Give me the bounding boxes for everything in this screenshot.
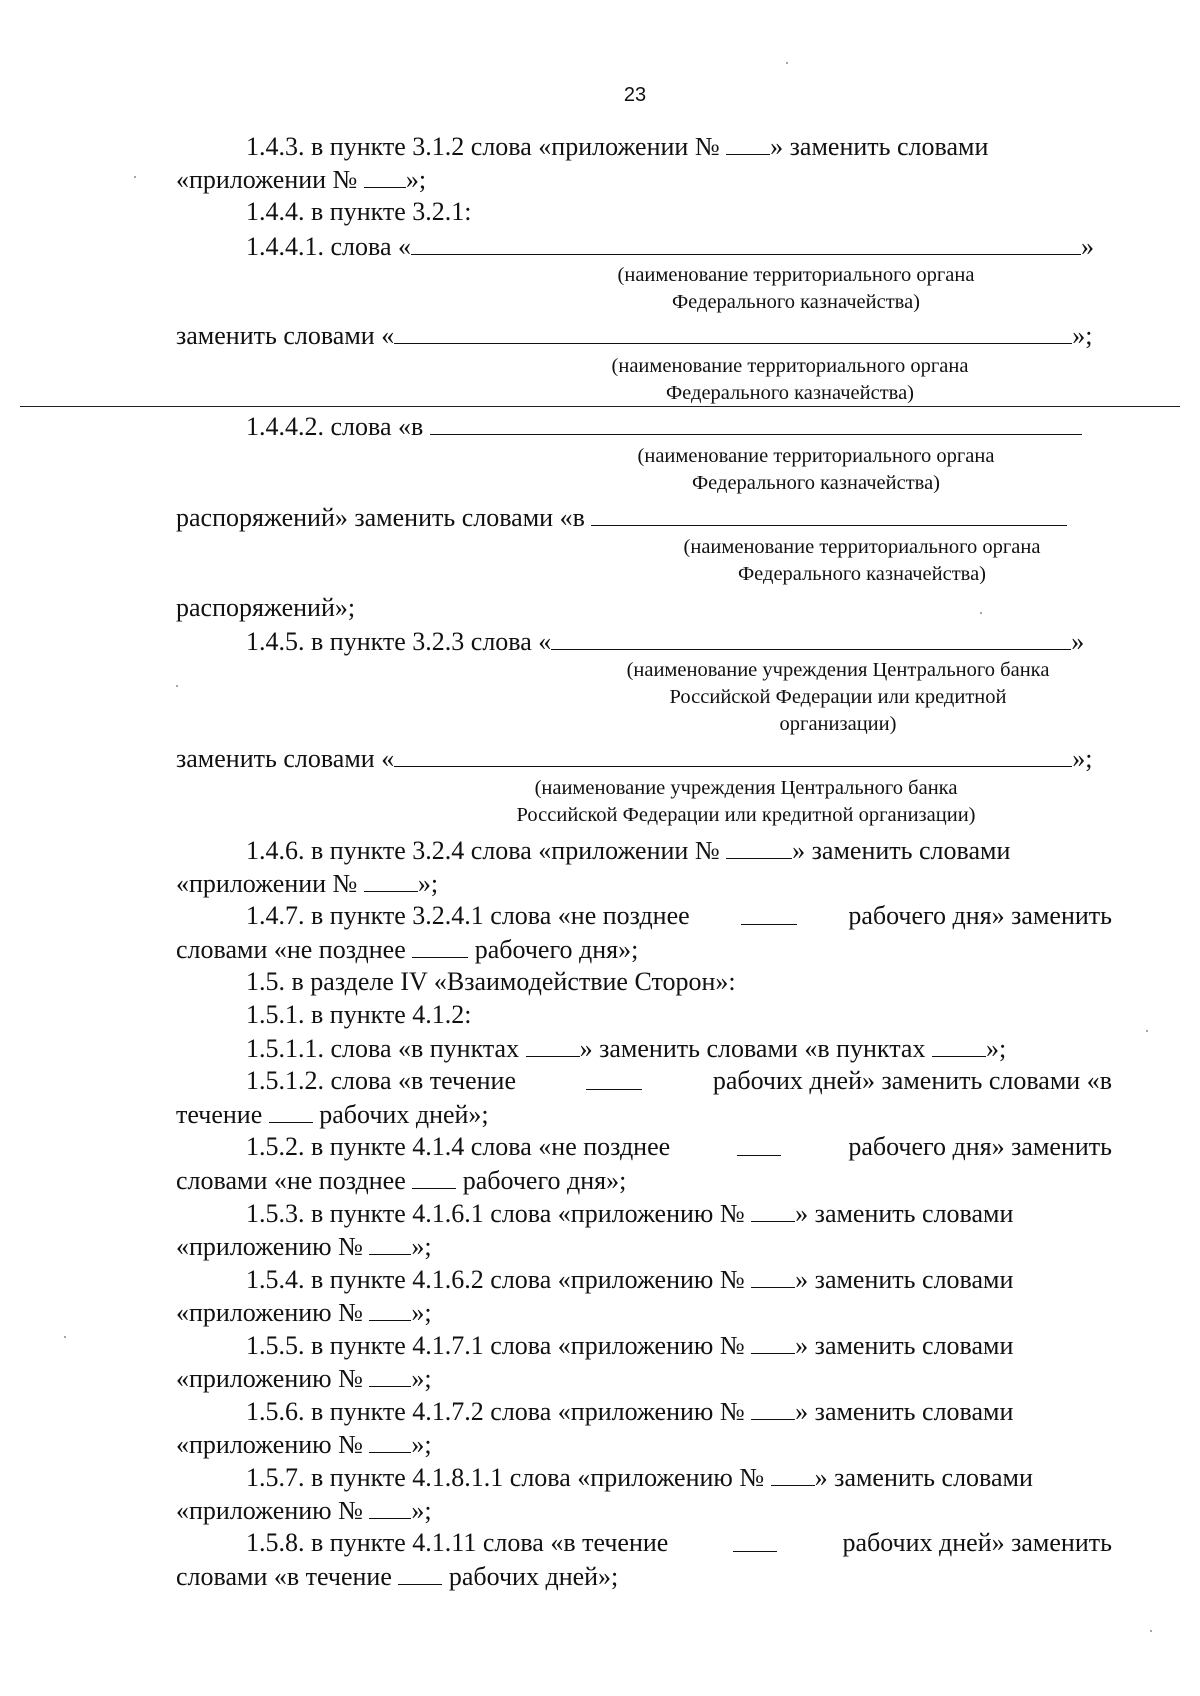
item-1-4-3-cont	[176, 163, 426, 196]
item-1-4-7	[246, 900, 1112, 932]
item-text: »	[1071, 627, 1085, 656]
item-text: словами «не позднее	[176, 1166, 406, 1195]
item-1-4-4: 1.4.4. в пункте 3.2.1:	[246, 197, 472, 226]
item-text: заменить словами «	[176, 744, 395, 773]
item-1-5-8	[246, 1527, 1112, 1559]
caption-line: (наименование учреждения Центрального банка	[534, 777, 958, 799]
item-text: рабочего дня»;	[462, 1166, 627, 1195]
item-text: » заменить словами	[795, 1331, 1014, 1360]
blank-field	[771, 1461, 815, 1486]
scan-speck	[1150, 1630, 1152, 1632]
caption-line: организации)	[779, 713, 897, 735]
blank-field	[398, 1560, 442, 1585]
blank-field	[733, 1527, 777, 1552]
blank-field	[369, 1296, 411, 1321]
item-text: »;	[1072, 321, 1093, 350]
item-text: словами «не позднее	[176, 935, 406, 964]
caption-territorial-organ	[566, 262, 1026, 316]
blank-field	[394, 742, 1072, 767]
item-1-5-8-cont	[176, 1560, 618, 1593]
item-text: » заменить словами	[814, 1463, 1033, 1492]
blank-field	[369, 1494, 411, 1519]
item-text: «приложению №	[176, 1430, 363, 1459]
item-text: рабочих дней»;	[448, 1562, 619, 1591]
item-1-5-4	[246, 1263, 1112, 1296]
caption-line: (наименование территориального органа	[637, 445, 995, 467]
item-text: »;	[411, 1232, 432, 1261]
item-text: 1.4.7. в пункте 3.2.4.1 слова «не позднее	[246, 901, 690, 930]
caption-line: Федерального казначейства)	[737, 563, 987, 585]
item-1-5-5-cont	[176, 1362, 432, 1395]
item-text: »;	[411, 1430, 432, 1459]
caption-line: Российской Федерации или кредитной	[669, 686, 1007, 708]
item-text: »;	[985, 1034, 1007, 1063]
item-text: «приложении №	[176, 869, 358, 898]
blank-field	[932, 1032, 986, 1057]
item-text: рабочего дня»;	[474, 935, 639, 964]
item-text: рабочего дня» заменить	[848, 901, 1112, 930]
item-1-4-4-1	[246, 230, 1112, 263]
item-text: «приложении №	[176, 165, 358, 194]
blank-field	[394, 319, 1072, 344]
scan-speck	[786, 62, 788, 64]
caption-bank-institution	[466, 775, 1026, 829]
item-text: рабочего дня» заменить	[848, 1132, 1112, 1161]
item-text: »;	[411, 1298, 432, 1327]
item-1-5-6	[246, 1395, 1112, 1428]
item-1-4-6	[246, 834, 1112, 867]
item-text: » заменить словами	[795, 1397, 1014, 1426]
item-text: 1.5.3. в пункте 4.1.6.1 слова «приложению №	[246, 1199, 745, 1228]
item-text: 1.4.6. в пункте 3.2.4 слова «приложении №	[246, 836, 720, 865]
replace-line-1	[176, 319, 1092, 352]
item-1-5-1-1	[246, 1032, 1006, 1065]
item-1-4-4-2	[246, 410, 1082, 443]
caption-line: (наименование территориального органа	[683, 536, 1041, 558]
item-text: рабочих дней» заменить словами «в	[712, 1066, 1112, 1095]
caption-line: Российской Федерации или кредитной организации)	[516, 804, 976, 826]
item-text: »	[1081, 232, 1094, 261]
item-text: словами «в течение	[176, 1562, 392, 1591]
item-text: 1.4.3. в пункте 3.1.2 слова «приложении №	[246, 132, 720, 161]
blank-field	[364, 163, 406, 188]
item-text: »;	[411, 1364, 432, 1393]
item-1-4-6-cont	[176, 867, 438, 900]
item-1-5-7	[246, 1461, 1112, 1494]
caption-line: (наименование учреждения Центрального банка	[626, 659, 1050, 681]
item-text: 1.4.5. в пункте 3.2.3 слова «	[246, 627, 552, 656]
item-text: »;	[417, 869, 439, 898]
item-1-5-3	[246, 1197, 1112, 1230]
caption-bank-institution	[578, 657, 1098, 738]
item-text: «приложению №	[176, 1298, 363, 1327]
item-1-4-3	[246, 130, 1112, 163]
item-text: 1.5.7. в пункте 4.1.8.1.1 слова «приложению №	[246, 1463, 765, 1492]
blank-field	[741, 900, 797, 925]
item-1-5-6-cont	[176, 1428, 432, 1461]
item-text: » заменить словами	[770, 132, 989, 161]
blank-field	[751, 1197, 795, 1222]
blank-field	[726, 130, 770, 155]
item-text: 1.4.4.1. слова «	[246, 232, 411, 261]
item-1-5-4-cont	[176, 1296, 432, 1329]
caption-line: Федерального казначейства)	[691, 472, 941, 494]
blank-field	[430, 410, 1082, 435]
blank-field	[551, 625, 1071, 650]
item-text: 1.5.1.1. слова «в пунктах	[246, 1034, 520, 1063]
item-1-5-2	[246, 1131, 1112, 1163]
blank-field	[412, 933, 468, 958]
caption-territorial-organ	[586, 443, 1046, 497]
blank-field	[586, 1065, 642, 1090]
scan-speck	[176, 685, 178, 687]
item-text: распоряжений» заменить словами «в	[176, 503, 585, 532]
item-1-5-5	[246, 1329, 1112, 1362]
blank-field	[751, 1395, 795, 1420]
blank-field	[369, 1362, 411, 1387]
scan-speck	[134, 176, 136, 178]
item-1-5-3-cont	[176, 1230, 432, 1263]
replace-line-2-end: распоряжений»;	[176, 593, 356, 622]
item-1-5-1-2-cont	[176, 1098, 489, 1131]
blank-field	[526, 1032, 580, 1057]
item-1-4-5	[246, 625, 1084, 658]
blank-field	[269, 1098, 313, 1123]
item-1-5: 1.5. в разделе IV «Взаимодействие Сторон»:	[246, 967, 736, 996]
item-text: »;	[1072, 744, 1093, 773]
item-text: заменить словами «	[176, 321, 395, 350]
item-text: рабочих дней»;	[319, 1100, 489, 1129]
item-text: 1.5.2. в пункте 4.1.4 слова «не позднее	[246, 1132, 671, 1161]
blank-field	[412, 1164, 456, 1189]
item-text: «приложению №	[176, 1232, 363, 1261]
item-1-5-7-cont	[176, 1494, 432, 1527]
item-text: течение	[176, 1100, 263, 1129]
item-text: »;	[411, 1496, 432, 1525]
item-1-5-1: 1.5.1. в пункте 4.1.2:	[246, 1000, 472, 1029]
blank-field	[751, 1329, 795, 1354]
replace-line-3	[176, 742, 1092, 775]
item-text: «приложению №	[176, 1364, 363, 1393]
caption-line: Федерального казначейства)	[671, 291, 921, 313]
caption-line: (наименование территориального органа	[617, 264, 975, 286]
blank-field	[751, 1263, 795, 1288]
item-text: » заменить словами	[792, 836, 1011, 865]
item-text: » заменить словами	[795, 1265, 1014, 1294]
item-text: 1.5.8. в пункте 4.1.11 слова «в течение	[246, 1528, 669, 1557]
item-text: 1.5.1.2. слова «в течение	[246, 1066, 517, 1095]
item-text: «приложению №	[176, 1496, 363, 1525]
caption-line: Федерального казначейства)	[665, 382, 915, 404]
item-text: рабочих дней» заменить	[842, 1528, 1112, 1557]
blank-field	[411, 230, 1081, 255]
caption-line: (наименование территориального органа	[611, 355, 969, 377]
caption-territorial-organ	[560, 353, 1020, 407]
item-text: » заменить словами «в пунктах	[579, 1034, 926, 1063]
caption-territorial-organ	[632, 534, 1092, 588]
page-number: 23	[623, 84, 647, 106]
blank-field	[591, 501, 1067, 526]
replace-line-2	[176, 501, 1067, 534]
blank-field	[369, 1230, 411, 1255]
item-text: 1.5.5. в пункте 4.1.7.1 слова «приложению №	[246, 1331, 745, 1360]
scan-speck	[980, 612, 982, 614]
blank-field	[737, 1131, 781, 1156]
scan-speck	[1146, 1030, 1148, 1032]
item-text: 1.5.4. в пункте 4.1.6.2 слова «приложению №	[246, 1265, 745, 1294]
item-1-5-1-2	[246, 1065, 1112, 1097]
blank-field	[364, 867, 418, 892]
horizontal-rule	[20, 406, 1180, 407]
item-text: » заменить словами	[795, 1199, 1014, 1228]
item-text: 1.5.6. в пункте 4.1.7.2 слова «приложению №	[246, 1397, 745, 1426]
scan-speck	[64, 1336, 66, 1338]
item-text: »;	[405, 165, 427, 194]
item-1-4-7-cont	[176, 933, 638, 966]
blank-field	[726, 834, 792, 859]
item-1-5-2-cont	[176, 1164, 626, 1197]
item-text: 1.4.4.2. слова «в	[246, 412, 424, 441]
blank-field	[369, 1428, 411, 1453]
